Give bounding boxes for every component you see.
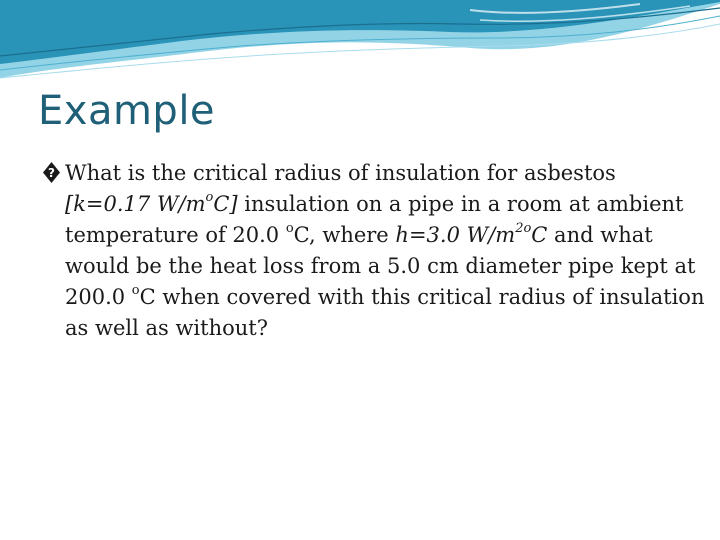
text-segment: insulation on a pipe in a room at ambient temperature of 20.0 xyxy=(65,192,684,247)
header-wave-decoration xyxy=(0,0,720,90)
replacement-glyph-bullet-icon xyxy=(42,161,61,184)
text-segment: What is the critical radius of insulation for asbestos xyxy=(65,161,616,185)
degree-superscript: o xyxy=(285,221,294,236)
text-segment: [k=0.17 W/m xyxy=(65,192,206,216)
slide-title: Example xyxy=(38,88,216,134)
text-segment: C] xyxy=(213,192,238,216)
text-segment: C when covered with this critical radius of insulation as well as without? xyxy=(65,285,705,340)
heat-transfer-coefficient-expression xyxy=(395,223,547,247)
text-segment: h=3.0 W/m xyxy=(395,223,516,247)
text-segment: C, where xyxy=(293,223,396,247)
text-segment: C xyxy=(531,223,548,247)
svg-text:?: ? xyxy=(48,166,55,180)
text-segment: and what would be the heat loss from a 5.0 cm diameter pipe kept at 200.0 xyxy=(65,223,696,309)
question-paragraph xyxy=(65,158,705,344)
superscript: 2o xyxy=(515,221,532,236)
superscript: o xyxy=(205,190,214,205)
conductivity-expression xyxy=(65,192,238,216)
degree-superscript: o xyxy=(131,283,140,298)
